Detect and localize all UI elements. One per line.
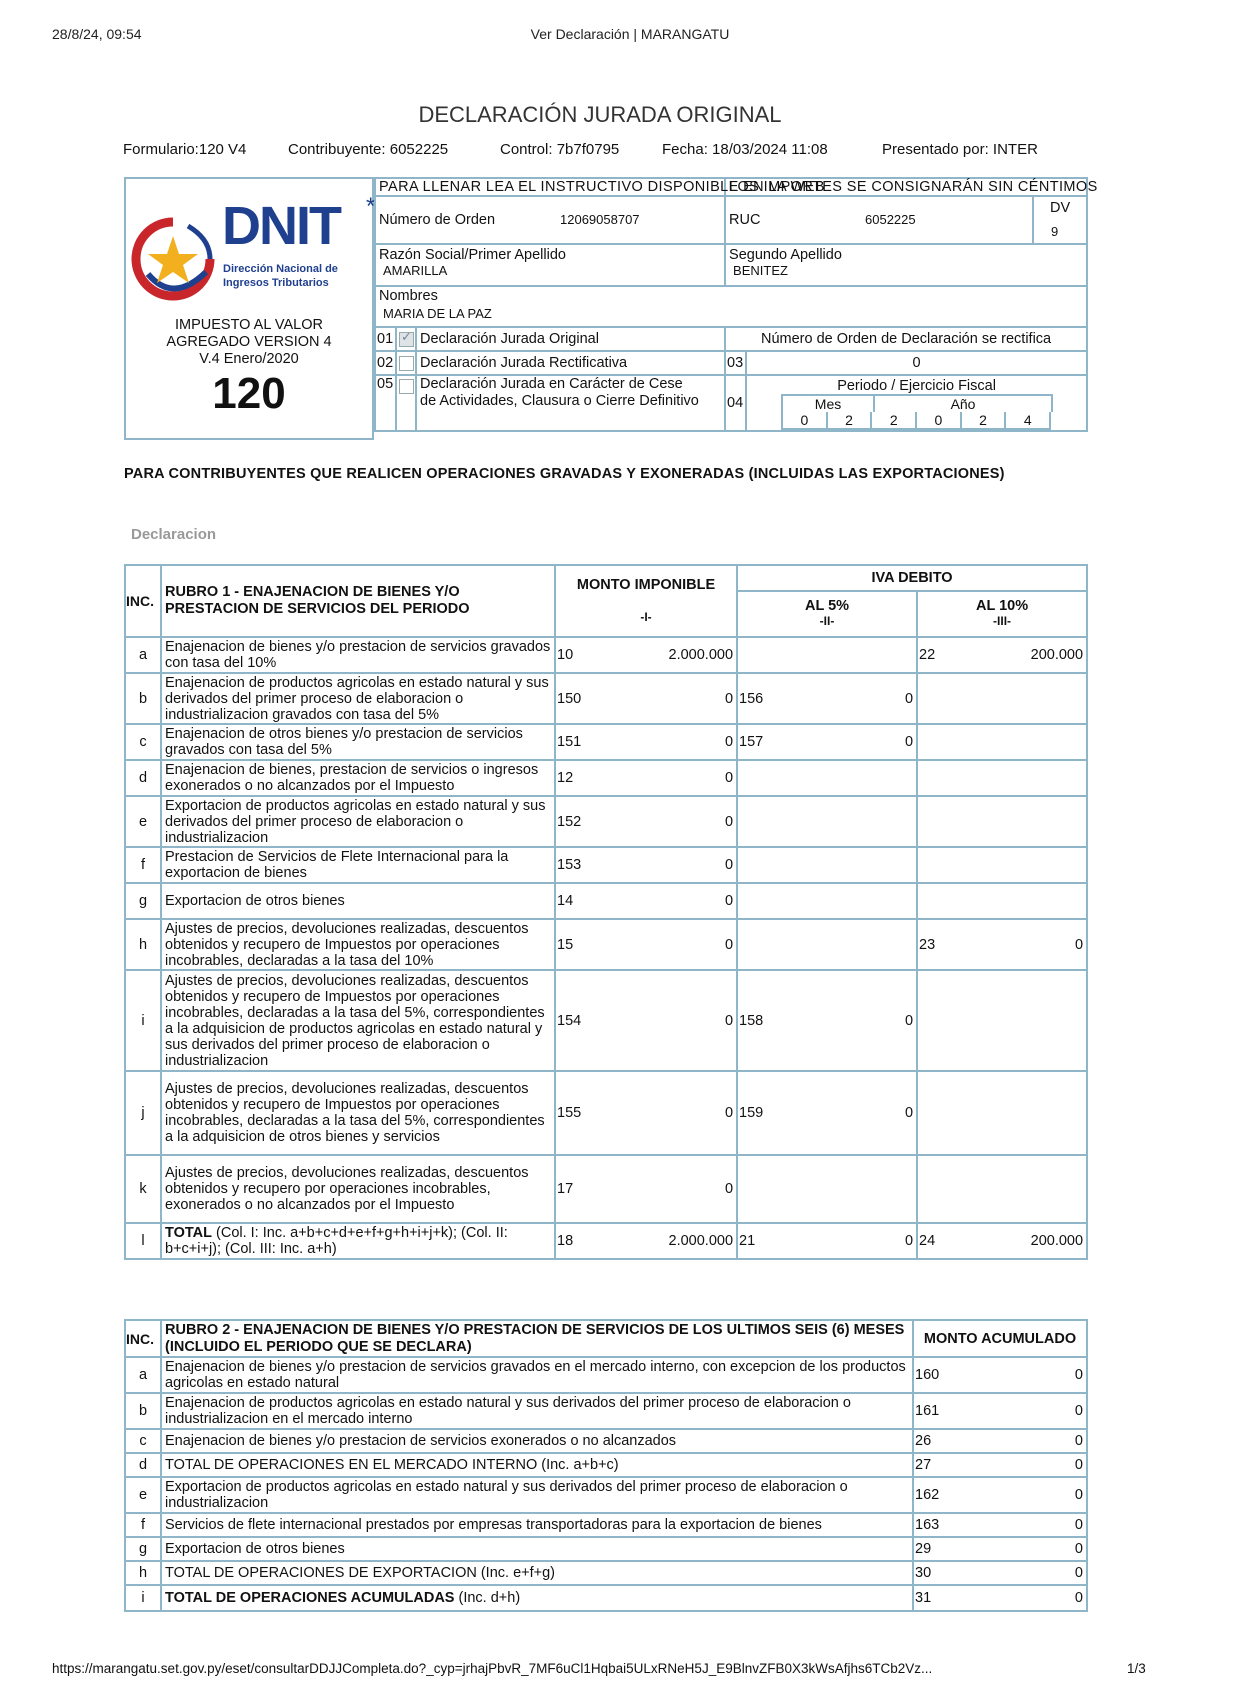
iva5-code <box>737 796 767 847</box>
monto-code: 15 <box>555 919 587 970</box>
iva5-value <box>767 847 917 883</box>
iva10-value: 200.000 <box>937 637 1087 673</box>
row-inc: g <box>125 1537 161 1561</box>
numero-orden-value: 12069058707 <box>560 212 640 227</box>
monto-imponible-header <box>555 565 737 637</box>
iva10-value: 200.000 <box>937 1223 1087 1259</box>
monto-code: 14 <box>555 883 587 919</box>
monto-value: 0 <box>587 724 737 760</box>
iva10-code <box>917 796 937 847</box>
monto-code: 12 <box>555 760 587 796</box>
row-inc: j <box>125 1071 161 1155</box>
numero-orden-field <box>375 196 725 244</box>
rubro1-row <box>125 760 1087 796</box>
nombres-label: Nombres <box>379 288 438 304</box>
monto-value: 0 <box>941 1393 1087 1429</box>
ruc-field <box>725 196 1033 244</box>
form-desc-line-3: V.4 Enero/2020 <box>199 351 299 367</box>
rubro2-row <box>125 1429 1087 1453</box>
row-description: Enajenacion de bienes y/o prestacion de servicios gravados en el mercado interno, con excepcion de los productos agricolas en estado natural <box>161 1357 913 1393</box>
iva10-value <box>937 847 1087 883</box>
row-description: Enajenacion de productos agricolas en estado natural y sus derivados del primer proceso de elaboracion o industrializacion gravados con tasa del 5% <box>161 673 555 724</box>
row-inc: i <box>125 970 161 1071</box>
rubro1-inc-header: INC. <box>125 565 161 637</box>
checkbox-rectificativa[interactable] <box>396 351 416 375</box>
monto-code: 29 <box>913 1537 941 1561</box>
segundo-apellido-value: BENITEZ <box>733 263 788 278</box>
row-inc: b <box>125 1393 161 1429</box>
row-description: Enajenacion de bienes y/o prestacion de servicios exonerados o no alcanzados <box>161 1429 913 1453</box>
monto-code: 26 <box>913 1429 941 1453</box>
period-digit: 4 <box>1004 412 1051 430</box>
ruc-label: RUC <box>729 212 761 228</box>
iva-5-header <box>737 591 917 637</box>
monto-value: 0 <box>587 1155 737 1223</box>
row-inc: d <box>125 760 161 796</box>
document-title: DECLARACIÓN JURADA ORIGINAL <box>418 102 782 127</box>
periodo-fiscal-field <box>746 375 1087 431</box>
iva10-code <box>917 1155 937 1223</box>
rubro2-table <box>124 1319 1088 1612</box>
rubro2-row <box>125 1357 1087 1393</box>
razon-social-field <box>375 244 725 286</box>
monto-code: 150 <box>555 673 587 724</box>
iva10-code <box>917 673 937 724</box>
iva5-value: 0 <box>767 724 917 760</box>
iva5-value <box>767 1155 917 1223</box>
iva5-code <box>737 1155 767 1223</box>
monto-value: 0 <box>587 760 737 796</box>
monto-code: 152 <box>555 796 587 847</box>
meta-formulario: Formulario:120 V4 <box>123 141 247 158</box>
iva10-code <box>917 970 937 1071</box>
rubro1-row <box>125 847 1087 883</box>
row-description <box>161 1223 555 1259</box>
monto-code: 160 <box>913 1357 941 1393</box>
total-label: TOTAL DE OPERACIONES ACUMULADAS <box>165 1590 455 1606</box>
monto-code: 163 <box>913 1513 941 1537</box>
monto-value: 0 <box>587 883 737 919</box>
iva-10-sub: -III- <box>993 614 1012 628</box>
row-inc: e <box>125 1477 161 1513</box>
print-url: https://marangatu.set.gov.py/eset/consultarDDJJCompleta.do?_cyp=jrhajPbvR_7MF6uCl1Hqbai5ULxRNeH5J_E9BlnvZFB0X3kWsAfjhs6TCb2Vz... <box>52 1661 933 1676</box>
iva10-value <box>937 673 1087 724</box>
row-inc: a <box>125 637 161 673</box>
iva10-code <box>917 847 937 883</box>
row-description: Ajustes de precios, devoluciones realizadas, descuentos obtenidos y recupero de Impuestos por operaciones incobrables, declaradas a la tasa del 5%, correspondientes a la adquisicion de otros bienes y servicios <box>161 1071 555 1155</box>
meta-control: Control: 7b7f0795 <box>500 141 620 158</box>
iva5-value: 0 <box>767 1223 917 1259</box>
iva10-code <box>917 760 937 796</box>
row-description <box>161 1585 913 1611</box>
rubro1-row <box>125 919 1087 970</box>
iva10-value <box>937 796 1087 847</box>
monto-code: 18 <box>555 1223 587 1259</box>
iva10-value <box>937 724 1087 760</box>
row-description: TOTAL DE OPERACIONES EN EL MERCADO INTERNO (Inc. a+b+c) <box>161 1453 913 1477</box>
code-04: 04 <box>725 375 746 431</box>
rubro2-total-row <box>125 1585 1087 1611</box>
total-label: TOTAL <box>165 1225 212 1241</box>
row-description: Exportacion de otros bienes <box>161 1537 913 1561</box>
iva10-value <box>937 970 1087 1071</box>
iva10-code <box>917 1071 937 1155</box>
dnit-subtitle-2: Ingresos Tributarios <box>223 277 329 289</box>
row-description: Enajenacion de otros bienes y/o prestacion de servicios gravados con tasa del 5% <box>161 724 555 760</box>
ruc-value: 6052225 <box>865 212 916 227</box>
row-description: TOTAL DE OPERACIONES DE EXPORTACION (Inc. e+f+g) <box>161 1561 913 1585</box>
row-inc: e <box>125 796 161 847</box>
iva10-value <box>937 1071 1087 1155</box>
rubro1-row <box>125 724 1087 760</box>
print-page-number: 1/3 <box>1127 1661 1146 1676</box>
period-digit: 2 <box>826 412 873 430</box>
rubro1-table <box>124 564 1088 1260</box>
monto-value: 0 <box>941 1453 1087 1477</box>
form-desc-line-1: IMPUESTO AL VALOR <box>174 317 323 333</box>
row-inc: c <box>125 724 161 760</box>
monto-code: 155 <box>555 1071 587 1155</box>
print-timestamp: 28/8/24, 09:54 <box>52 26 142 42</box>
iva5-value <box>767 919 917 970</box>
periodo-label: Periodo / Ejercicio Fiscal <box>837 378 996 394</box>
row-description: Ajustes de precios, devoluciones realizadas, descuentos obtenidos y recupero por operaciones incobrables, exonerados o no alcanzados por el Impuesto <box>161 1155 555 1223</box>
monto-value: 0 <box>587 1071 737 1155</box>
row-inc: h <box>125 1561 161 1585</box>
total-formula: (Inc. d+h) <box>454 1590 521 1606</box>
numero-orden-label: Número de Orden <box>379 212 496 228</box>
row-inc: f <box>125 1513 161 1537</box>
row-description: Exportacion de productos agricolas en estado natural y sus derivados del primer proceso de elaboracion o industrializacion <box>161 1477 913 1513</box>
monto-value: 0 <box>587 796 737 847</box>
monto-value: 0 <box>587 847 737 883</box>
monto-code: 10 <box>555 637 587 673</box>
period-digit: 2 <box>870 412 917 430</box>
razon-social-label: Razón Social/Primer Apellido <box>379 247 566 263</box>
meta-contribuyente: Contribuyente: 6052225 <box>288 141 449 158</box>
option-rectificativa-label: Declaración Jurada Rectificativa <box>416 351 725 375</box>
monto-value: 0 <box>587 919 737 970</box>
form-desc-line-2: AGREGADO VERSION 4 <box>166 334 332 350</box>
iva5-code: 157 <box>737 724 767 760</box>
row-inc: c <box>125 1429 161 1453</box>
checkbox-original[interactable] <box>396 327 416 351</box>
period-digit: 0 <box>915 412 962 430</box>
row-description: Enajenacion de productos agricolas en estado natural y sus derivados del primer proceso de elaboracion o industrializacion en el mercado interno <box>161 1393 913 1429</box>
row-description: Ajustes de precios, devoluciones realizadas, descuentos obtenidos y recupero de Impuestos por operaciones incobrables, declaradas a la tasa del 10% <box>161 919 555 970</box>
iva10-code <box>917 883 937 919</box>
row-inc: a <box>125 1357 161 1393</box>
option-cese-line-2: de Actividades, Clausura o Cierre Definitivo <box>420 393 699 409</box>
iva-debito-header: IVA DEBITO <box>737 565 1087 591</box>
iva5-value: 0 <box>767 970 917 1071</box>
rubro1-row <box>125 883 1087 919</box>
monto-value: 0 <box>941 1537 1087 1561</box>
period-digit: 0 <box>781 412 828 430</box>
monto-code: 151 <box>555 724 587 760</box>
iva10-code <box>917 724 937 760</box>
monto-code: 31 <box>913 1585 941 1611</box>
rubro2-row <box>125 1477 1087 1513</box>
iva5-code: 158 <box>737 970 767 1071</box>
row-inc: l <box>125 1223 161 1259</box>
print-page-title: Ver Declaración | MARANGATU <box>530 26 730 42</box>
row-inc: g <box>125 883 161 919</box>
iva10-code: 23 <box>917 919 937 970</box>
row-description: Exportacion de otros bienes <box>161 883 555 919</box>
monto-value: 0 <box>587 673 737 724</box>
dnit-seal-icon <box>128 214 218 304</box>
monto-code: 162 <box>913 1477 941 1513</box>
row-description: Exportacion de productos agricolas en estado natural y sus derivados del primer proceso de elaboracion o industrializacion <box>161 796 555 847</box>
rubro2-row <box>125 1537 1087 1561</box>
form-number: 120 <box>212 369 286 418</box>
monto-code: 161 <box>913 1393 941 1429</box>
monto-code: 27 <box>913 1453 941 1477</box>
mes-label: Mes <box>783 396 875 412</box>
row-description: Enajenacion de bienes y/o prestacion de servicios gravados con tasa del 10% <box>161 637 555 673</box>
code-02: 02 <box>375 351 396 375</box>
iva5-code: 21 <box>737 1223 767 1259</box>
monto-value: 0 <box>941 1357 1087 1393</box>
asterisk-icon: * <box>366 193 376 220</box>
iva-10-header <box>917 591 1087 637</box>
dv-value: 9 <box>1051 224 1059 239</box>
instructivo-note: PARA LLENAR LEA EL INSTRUCTIVO DISPONIBLE EN LA WEB <box>375 178 725 196</box>
iva-5-label: AL 5% <box>804 598 850 614</box>
code-01: 01 <box>375 327 396 351</box>
row-description: Servicios de flete internacional prestados por empresas transportadoras para la exportacion de bienes <box>161 1513 913 1537</box>
checkbox-cese[interactable] <box>396 375 416 431</box>
row-description: Ajustes de precios, devoluciones realizadas, descuentos obtenidos y recupero de Impuestos por operaciones incobrables, declaradas a la tasa del 5%, correspondientes a la adquisicion de productos agricolas en estado natural y sus derivados del primer proceso de elaboracion o industrializacion <box>161 970 555 1071</box>
iva5-code <box>737 847 767 883</box>
monto-acumulado-header: MONTO ACUMULADO <box>913 1320 1087 1357</box>
meta-presentado: Presentado por: INTER <box>882 141 1038 158</box>
row-inc: k <box>125 1155 161 1223</box>
rubro1-total-row <box>125 1223 1087 1259</box>
rubro1-row <box>125 1071 1087 1155</box>
monto-imponible-label: MONTO IMPONIBLE <box>576 577 716 593</box>
option-cese-line-1: Declaración Jurada en Carácter de Cese <box>420 376 683 392</box>
rectifica-value: 0 <box>746 351 1087 375</box>
row-inc: h <box>125 919 161 970</box>
dnit-logo-text: DNIT <box>222 196 340 256</box>
anio-label: Año <box>950 396 976 412</box>
iva10-value <box>937 883 1087 919</box>
iva5-code: 156 <box>737 673 767 724</box>
monto-code: 17 <box>555 1155 587 1223</box>
monto-value: 0 <box>941 1477 1087 1513</box>
logo-box <box>124 177 374 440</box>
rubro1-title: RUBRO 1 - ENAJENACION DE BIENES Y/O PRESTACION DE SERVICIOS DEL PERIODO <box>161 565 555 637</box>
code-05: 05 <box>375 375 396 431</box>
row-inc: d <box>125 1453 161 1477</box>
row-description: Enajenacion de bienes, prestacion de servicios o ingresos exonerados o no alcanzados por el Impuesto <box>161 760 555 796</box>
dv-label: DV <box>1049 200 1071 216</box>
row-description: Prestacion de Servicios de Flete Internacional para la exportacion de bienes <box>161 847 555 883</box>
iva10-code: 22 <box>917 637 937 673</box>
identification-table <box>374 177 1098 432</box>
iva10-value <box>937 760 1087 796</box>
iva10-value: 0 <box>937 919 1087 970</box>
segundo-apellido-field <box>725 244 1087 286</box>
section-title: PARA CONTRIBUYENTES QUE REALICEN OPERACIONES GRAVADAS Y EXONERADAS (INCLUIDAS LAS EXPORTACIONES) <box>124 466 1005 482</box>
form-description <box>126 317 372 368</box>
monto-code: 154 <box>555 970 587 1071</box>
monto-value: 0 <box>941 1429 1087 1453</box>
tab-declaracion[interactable]: Declaracion <box>131 526 217 543</box>
rectifica-label: Número de Orden de Declaración se rectifica <box>725 327 1087 351</box>
monto-value: 0 <box>587 970 737 1071</box>
meta-fecha: Fecha: 18/03/2024 11:08 <box>662 141 828 158</box>
iva5-code <box>737 919 767 970</box>
row-inc: b <box>125 673 161 724</box>
row-inc: f <box>125 847 161 883</box>
iva10-code: 24 <box>917 1223 937 1259</box>
iva-5-sub: -II- <box>819 614 835 628</box>
iva5-value: 0 <box>767 673 917 724</box>
periodo-digits <box>783 412 1051 430</box>
iva5-value <box>767 760 917 796</box>
monto-value: 2.000.000 <box>587 637 737 673</box>
monto-code: 30 <box>913 1561 941 1585</box>
period-digit: 2 <box>960 412 1007 430</box>
rubro1-row <box>125 637 1087 673</box>
nombres-field <box>375 286 1087 327</box>
iva5-code <box>737 883 767 919</box>
monto-value: 0 <box>941 1585 1087 1611</box>
iva-10-label: AL 10% <box>975 598 1029 614</box>
rubro1-row <box>125 796 1087 847</box>
iva5-value: 0 <box>767 1071 917 1155</box>
dnit-subtitle-1: Dirección Nacional de <box>223 263 338 275</box>
rubro1-row <box>125 673 1087 724</box>
iva5-code <box>737 760 767 796</box>
total-formula: (Col. I: Inc. a+b+c+d+e+f+g+h+i+j+k); (Col. II: b+c+i+j); (Col. III: Inc. a+h) <box>165 1225 508 1257</box>
monto-imponible-sub: -I- <box>640 610 652 624</box>
option-original-label: Declaración Jurada Original <box>416 327 725 351</box>
rubro2-title: RUBRO 2 - ENAJENACION DE BIENES Y/O PRESTACION DE SERVICIOS DE LOS ULTIMOS SEIS (6) MESES (INCLUIDO EL PERIODO QUE SE DECLARA) <box>161 1320 913 1357</box>
segundo-apellido-label: Segundo Apellido <box>729 247 842 263</box>
iva5-value <box>767 883 917 919</box>
nombres-value: MARIA DE LA PAZ <box>383 306 492 321</box>
monto-code: 153 <box>555 847 587 883</box>
rubro2-inc-header: INC. <box>125 1320 161 1357</box>
monto-value: 2.000.000 <box>587 1223 737 1259</box>
iva5-value <box>767 637 917 673</box>
rubro1-row <box>125 970 1087 1071</box>
monto-value: 0 <box>941 1561 1087 1585</box>
rubro2-row <box>125 1561 1087 1585</box>
iva5-code: 159 <box>737 1071 767 1155</box>
row-inc: i <box>125 1585 161 1611</box>
iva5-value <box>767 796 917 847</box>
code-03: 03 <box>725 351 746 375</box>
importes-note: LOS IMPORTES SE CONSIGNARÁN SIN CÉNTIMOS <box>725 178 1087 196</box>
rubro1-row <box>125 1155 1087 1223</box>
rubro2-row <box>125 1513 1087 1537</box>
option-cese-label <box>416 375 725 431</box>
rubro2-row <box>125 1393 1087 1429</box>
monto-value: 0 <box>941 1513 1087 1537</box>
iva10-value <box>937 1155 1087 1223</box>
razon-social-value: AMARILLA <box>383 263 448 278</box>
iva5-code <box>737 637 767 673</box>
dv-field <box>1033 196 1087 244</box>
rubro2-row <box>125 1453 1087 1477</box>
